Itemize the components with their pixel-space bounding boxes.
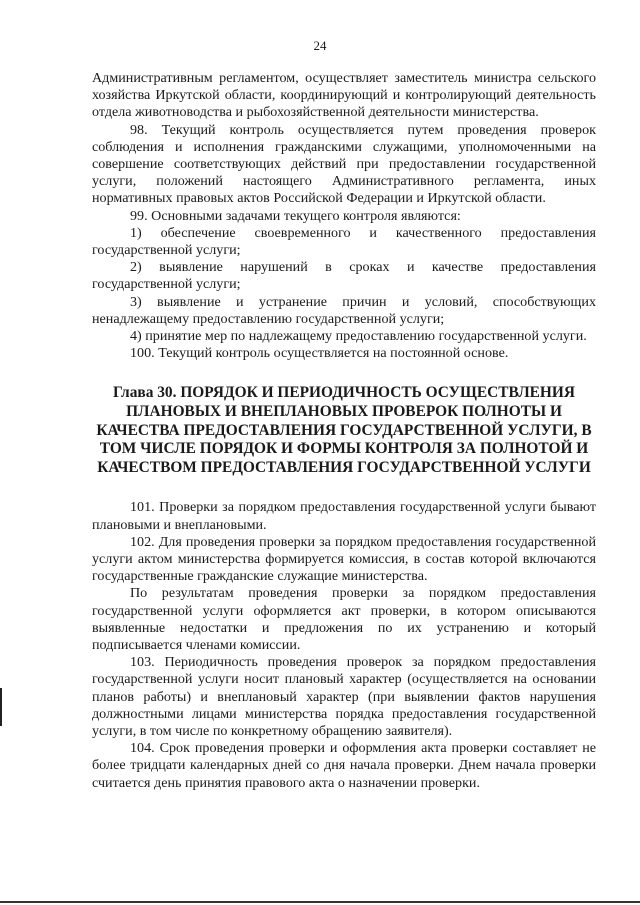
document-body <box>92 70 596 792</box>
paragraph: 98. Текущий контроль осуществляется путем проведения проверок соблюдения и исполнения гражданскими служащими, уполномоченными на совершение соответствующих действий при предоставлении государственной услуги, положений настоящего Административного регламента, иных нормативных правовых актов Российской Федерации и Иркутской области. <box>92 121 596 207</box>
page-number: 24 <box>313 38 327 53</box>
paragraph: Административным регламентом, осуществляет заместитель министра сельского хозяйства Иркутской области, координирующий и контролирующий деятельность отдела животноводства и рыбохозяйственной деятельности министерства. <box>92 70 596 121</box>
section-bottom <box>92 499 596 791</box>
list-item: 2) выявление нарушений в сроках и качестве предоставления государственной услуги; <box>92 259 596 293</box>
paragraph: 103. Периодичность проведения проверок за порядком предоставления государственной услуги носит плановый характер (осуществляется на основании планов работы) и внеплановый характер (при выявлении фактов нарушения должностными лицами министерства порядка предоставления государственной услуги, в том числе по конкретному обращению заявителя). <box>92 654 596 740</box>
paragraph: 101. Проверки за порядком предоставления государственной услуги бывают плановыми и внеплановыми. <box>92 499 596 533</box>
paragraph: 99. Основными задачами текущего контроля являются: <box>130 207 461 224</box>
paragraph: 102. Для проведения проверки за порядком предоставления государственной услуги актом министерства формируется комиссия, в состав которой включаются государственные гражданские служащие министерства. <box>92 533 596 585</box>
scan-edge-mark <box>0 688 2 726</box>
list-item: 4) принятие мер по надлежащему предоставлению государственной услуги. <box>130 328 587 345</box>
paragraph: 104. Срок проведения проверки и оформления акта проверки составляет не более тридцати календарных дней со дня начала проверки. Днем начала проверки считается день принятия правового акта о назначении проверки. <box>92 740 596 791</box>
scan-bottom-edge <box>0 901 640 903</box>
chapter-heading: Глава 30. ПОРЯДОК И ПЕРИОДИЧНОСТЬ ОСУЩЕСТВЛЕНИЯ ПЛАНОВЫХ И ВНЕПЛАНОВЫХ ПРОВЕРОК ПОЛНОТЫ И КАЧЕСТВА ПРЕДОСТАВЛЕНИЯ ГОСУДАРСТВЕННОЙ УСЛУГИ, В ТОМ ЧИСЛЕ ПОРЯДОК И ФОРМЫ КОНТРОЛЯ ЗА ПОЛНОТОЙ И КАЧЕСТВОМ ПРЕДОСТАВЛЕНИЯ ГОСУДАРСТВЕННОЙ УСЛУГИ <box>96 384 592 476</box>
list-item: 1) обеспечение своевременного и качественного предоставления государственной услуги; <box>92 224 596 259</box>
paragraph: 100. Текущий контроль осуществляется на постоянной основе. <box>130 345 509 362</box>
paragraph: По результатам проведения проверки за порядком предоставления государственной услуги оформляется акт проверки, в котором описываются выявленные недостатки и предложения по их устранению и который подписывается членами комиссии. <box>92 585 596 654</box>
list-item: 3) выявление и устранение причин и условий, способствующих ненадлежащему предоставлению государственной услуги; <box>92 293 596 327</box>
section-top <box>92 70 596 362</box>
